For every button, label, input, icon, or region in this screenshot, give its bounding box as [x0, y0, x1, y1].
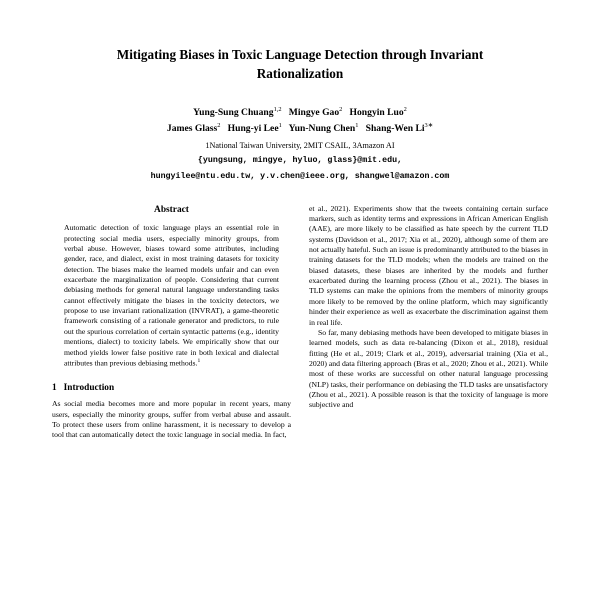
left-column: [52, 204, 291, 441]
abstract-paragraph: Automatic detection of toxic language plays an essential role in protecting social media users, especially minority groups, from verbal abuse. However, biases toward some attributes, including gender, race, and dialect, exist in most training datasets for toxicity detection. The biases make the learned models unfair and can even exacerbate the marginalization of people. Considering that current debiasing methods for general natural language understanding tasks cannot effectively mitigate the biases in the toxicity detectors, we propose to use invariant rationalization (INVRAT), a game-theoretic framework consisting of a rationale generator and predictors, to rule out the spurious correlation of certain syntactic patterns (e.g., identity mentions, dialect) to toxicity labels. We empirically show that our method yields lower false positive rate in both lexical and dialectal attributes than previous debiasing methods.: [64, 223, 279, 368]
abstract-body: [52, 223, 291, 369]
author-name: Shang-Wen Li: [365, 123, 425, 134]
affiliations: 1National Taiwan University, 2MIT CSAIL, 3Amazon AI: [205, 140, 395, 150]
right-paragraph-2: So far, many debiasing methods have been developed to mitigate biases in learned models, such as data re-balancing (Dixon et al., 2018), residual fitting (He et al., 2019; Clark et al., 2019), adversarial training (Xia et al., 2020) and data filtering approach (Bras et al., 2020; Zhou et al., 2021). While most of these works are successful on other natural language processing (NLP) tasks, their performance on debiasing the TLD tasks are unsatisfactory (Zhou et al., 2021). A possible reason is that the toxicity of language is more subjective and: [309, 327, 548, 410]
author-name: Mingye Gao: [288, 107, 340, 119]
author-name: James Glass: [166, 123, 218, 134]
author-affil-mark: 1: [355, 121, 359, 129]
author-name: Yun-Nung Chen: [288, 123, 356, 134]
author-name: Yung-Sung Chuang: [193, 107, 274, 119]
author-affil-mark: 2: [403, 106, 407, 114]
author-name: Hung-yi Lee: [227, 123, 279, 134]
author-line-2: [52, 121, 548, 137]
section-number: 1: [52, 382, 57, 393]
right-column: [309, 204, 548, 441]
author-name: Hongyin Luo: [349, 107, 404, 119]
author-list: [52, 105, 548, 183]
abstract-heading: Abstract: [154, 204, 189, 215]
page-title: Mitigating Biases in Toxic Language Detection through Invariant Rationalization: [116, 47, 484, 81]
author-affil-mark: 1: [278, 121, 282, 129]
body-columns: [52, 204, 548, 441]
author-affil-mark: 2: [217, 121, 221, 129]
author-affil-mark: 3∗: [424, 121, 434, 129]
email-line-2: hungyilee@ntu.edu.tw, y.v.chen@ieee.org, shangwel@amazon.com: [150, 171, 450, 181]
author-line-1: [52, 105, 548, 121]
author-affil-mark: 2: [339, 106, 343, 114]
intro-paragraph-1: As social media becomes more and more popular in recent years, many users, especially the minority groups, suffer from verbal abuse and assault. To protect these users from online harassment, it is necessary to develop a tool that can automatically detect the toxic language in social media. In fact,: [52, 399, 291, 440]
section-heading-introduction: [52, 382, 291, 395]
abstract-text: [64, 223, 279, 369]
abstract-footnote-marker: 1: [197, 357, 201, 364]
email-line-1: {yungsung, mingye, hyluo, glass}@mit.edu,: [197, 155, 403, 165]
section-title: Introduction: [63, 382, 115, 393]
author-affil-mark: 1,2: [273, 106, 282, 114]
right-paragraph-1: et al., 2021). Experiments show that the tweets containing certain surface markers, such as identity terms and expressions in African American English (AAE), are more likely to be classified as hate speech by the current TLD systems (Davidson et al., 2017; Xia et al., 2020), although some of them are not actually hateful. Such an issue is predominantly attributed to the biases in training datasets for the TLD models; when the models are trained on the biased datasets, these biases are inherited by the models and further exacerbated during the learning process (Zhou et al., 2021). The biases in TLD systems can make the opinions from the members of minority groups more likely to be removed by the online platform, which may significantly hinder their experience as well as exacerbate the discrimination against them in real life.: [309, 203, 548, 327]
